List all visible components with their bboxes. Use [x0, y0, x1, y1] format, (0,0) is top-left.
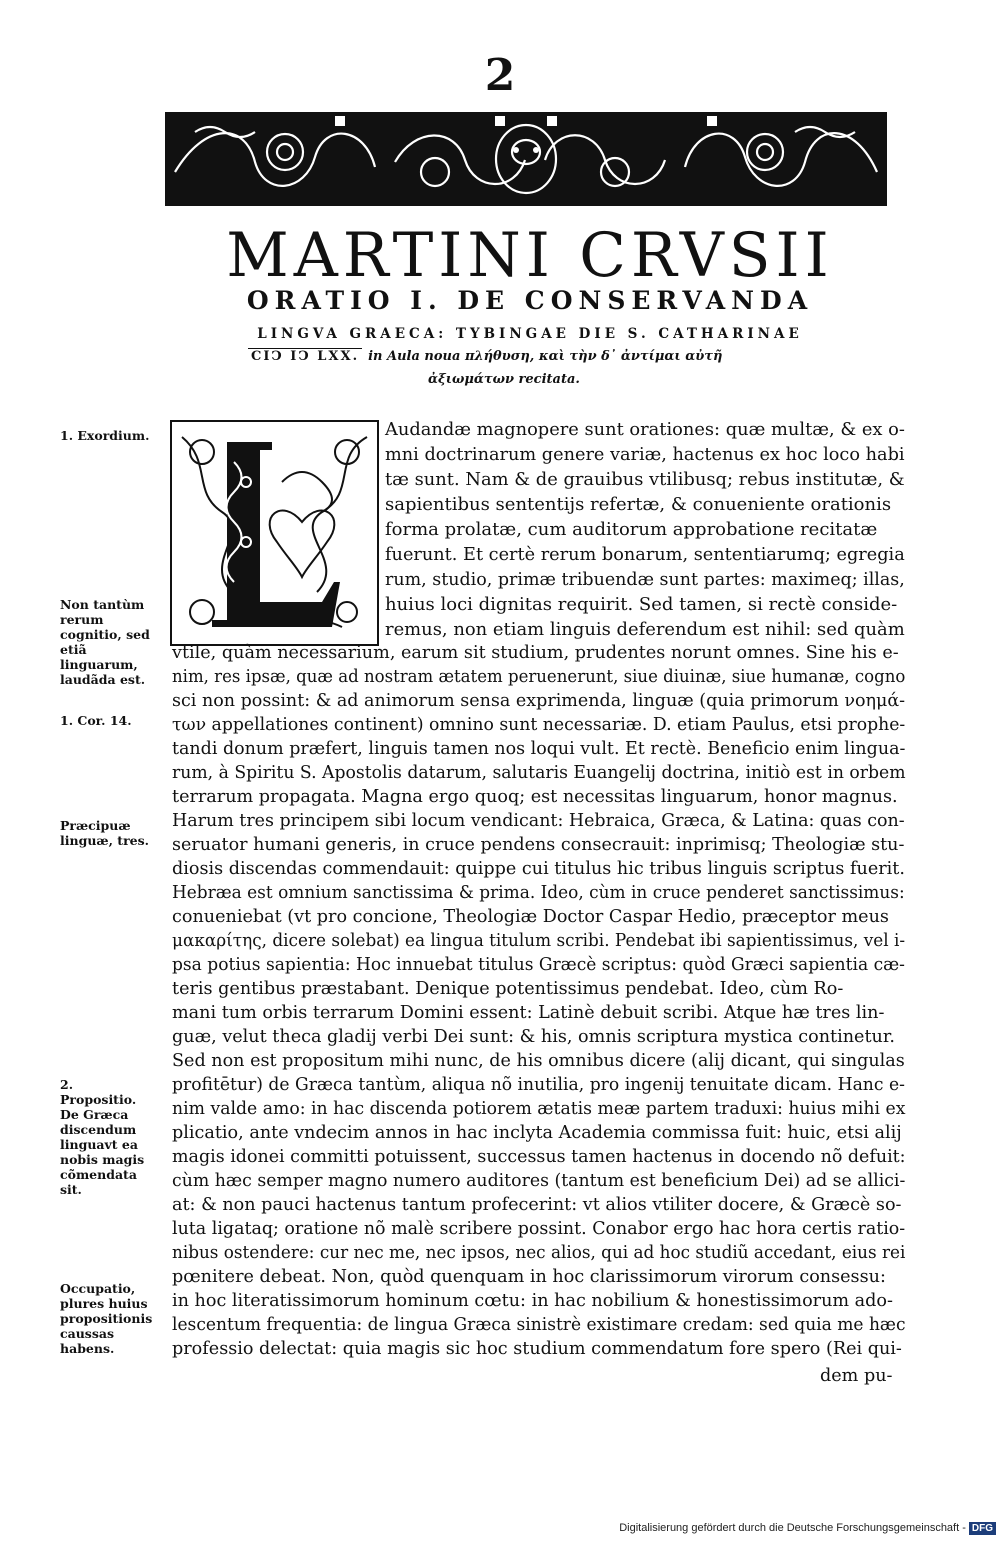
body-line: psa potius sapientia: Hoc innuebat titulus Græcè scriptus: quòd Græci sapientia cæ-: [172, 955, 905, 975]
title-recitata: ἀξιωμάτων recitata.: [428, 372, 580, 387]
body-line: forma prolatæ, cum auditorum approbatione recitatæ: [385, 519, 878, 540]
body-line: μακαρίτης, dicere solebat) ea lingua titulum scribi. Pendebat ibi sapientissimus, vel i-: [172, 931, 906, 951]
body-line: rum, à Spiritu S. Apostolis datarum, salutaris Euangelij doctrina, initiò est in orbem: [172, 763, 906, 783]
margin-note-occupatio: Occupatio, plures huius propositionis caussas habens.: [60, 1281, 153, 1356]
body-line: teris gentibus præstabant. Denique potentissimus pendebat. Ideo, cùm Ro-: [172, 979, 844, 999]
body-line: mani tum orbis terrarum Domini essent: Latinè debuit scribi. Atque hæ tres lin-: [172, 1003, 885, 1023]
body-line: Sed non est propositum mihi nunc, de his omnibus dicere (alij dicant, qui singulas: [172, 1051, 905, 1071]
body-line: των appellationes continent) omnino sunt necessariæ. D. etiam Paulus, etsi prophe-: [172, 715, 906, 735]
body-line: diosis discendas commendauit: quippe cui titulus hic tribus linguis scriptus fuerit.: [172, 859, 905, 879]
body-line: guæ, velut theca gladij verbi Dei sunt: & his, omnis scriptura mystica continetur.: [172, 1027, 895, 1047]
body-line: sapientibus sententijs refertæ, & conueniente orationis: [385, 494, 892, 515]
title-author: MARTINI CRVSII: [226, 220, 834, 291]
title-place: in Aula noua πλήθυση, καὶ τὴν δ᾽ ἀντίμαι αὐτῆ: [368, 349, 723, 364]
page-number: 2: [484, 50, 516, 101]
margin-note-propositio: 2. Propositio. De Græca discendum linguavt ea nobis magis cõmendata sit.: [60, 1077, 145, 1197]
dfg-logo-badge: DFG: [969, 1522, 996, 1535]
title-date: CIↃ IↃ LXX.: [248, 348, 362, 364]
body-line: plicatio, ante vndecim annos in hac inclyta Academia commissa fuit: huic, etsi alij: [172, 1123, 902, 1143]
body-line: cùm hæc semper magno numero auditores (tantum est beneficium Dei) ad se allici-: [172, 1171, 906, 1191]
body-line: pœnitere debeat. Non, quòd quenquam in hoc clarissimorum virorum consessu:: [172, 1267, 886, 1287]
body-line: tæ sunt. Nam & de grauibus vtilibusq; rebus institutæ, &: [385, 469, 905, 490]
margin-note-cor: 1. Cor. 14.: [60, 713, 132, 728]
body-line: nibus ostendere: cur nec me, nec ipsos, nec alios, qui ad hoc studiũ accedant, eius rei: [172, 1243, 906, 1263]
title-subject: LINGVA GRAECA: TYBINGAE DIE S. CATHARINAE: [257, 326, 803, 342]
digitization-footer: [619, 1522, 996, 1535]
body-line: professio delectat: quia magis sic hoc studium commendatum fore spero (Rei qui-: [172, 1339, 902, 1359]
title-oration: ORATIO I. DE CONSERVANDA: [246, 286, 814, 315]
body-line: magis idonei committi potuissent, successus tamen hactenus in docendo nõ defuit:: [172, 1147, 906, 1167]
body-line: conueniebat (vt pro concione, Theologiæ Doctor Caspar Hedio, præceptor meus: [172, 907, 889, 927]
catchword: dem pu-: [820, 1366, 893, 1386]
margin-note-praecipuae: Præcipuæ linguæ, tres.: [60, 818, 150, 848]
footer-text: Digitalisierung gefördert durch die Deutsche Forschungsgemeinschaft -: [619, 1522, 966, 1534]
body-line: terrarum propagata. Magna ergo quoq; est necessitas linguarum, honor magnus.: [172, 787, 898, 807]
body-line: in hoc literatissimorum hominum cœtu: in hac nobilium & honestissimorum ado-: [172, 1291, 893, 1311]
margin-note-exordium: 1. Exordium.: [60, 428, 150, 443]
body-line: luta ligataq; oratione nõ malè scribere possint. Conabor ergo hac hora certis ratio-: [172, 1219, 906, 1239]
body-line: seruator humani generis, in cruce pendens consecrauit: inprimisq; Theologiæ stu-: [172, 835, 905, 855]
body-line: huius loci dignitas requirit. Sed tamen, si rectè conside-: [385, 594, 898, 615]
body-line: nim, res ipsæ, quæ ad nostram ætatem peruenerunt, siue diuinæ, siue humanæ, cogno: [172, 667, 906, 687]
body-line: sci non possint: & ad animorum sensa exprimenda, linguæ (quia primorum νοημά-: [172, 691, 906, 711]
body-line: Audandæ magnopere sunt orationes: quæ multæ, & ex o-: [385, 419, 905, 440]
margin-note-linguarum: Non tantùm rerum cognitio, sed etiã linguarum, laudãda est.: [60, 597, 150, 687]
body-line: fuerunt. Et certè rerum bonarum, sententiarumq; egregia: [385, 544, 905, 565]
body-line: nim valde amo: in hac discenda potiorem ætatis meæ partem traduxi: huius mihi ex: [172, 1099, 906, 1119]
body-line: Hebræa est omnium sanctissima & prima. Ideo, cùm in cruce penderet sanctissimus:: [172, 883, 905, 903]
body-line: profitētur) de Græca tantùm, aliqua nõ inutilia, pro ingenij tenuitate dicam. Hanc e-: [172, 1075, 905, 1095]
body-line: remus, non etiam linguis deferendum est nihil: sed quàm: [385, 619, 905, 640]
body-line: vtile, quàm necessarium, earum sit studium, prudentes norunt omnes. Sine his e-: [172, 643, 899, 663]
body-line: tandi donum præfert, linguis tamen nos loqui vult. Et rectè. Beneficio enim lingua-: [172, 739, 906, 759]
body-line: mni doctrinarum genere variæ, hactenus ex hoc loco habi: [385, 444, 905, 465]
body-line: lescentum frequentia: de lingua Græca sinistrè existimare credam: sed quia me hæc: [172, 1315, 906, 1335]
body-line: rum, studio, primæ tribuendæ sunt partes: maximeq; illas,: [385, 569, 905, 590]
body-line: Harum tres principem sibi locum vendicant: Hebraica, Græca, & Latina: quas con-: [172, 811, 905, 831]
body-line: at: & non pauci hactenus tantum profecerint: vt alios vtiliter docere, & Græcè so-: [172, 1195, 902, 1215]
